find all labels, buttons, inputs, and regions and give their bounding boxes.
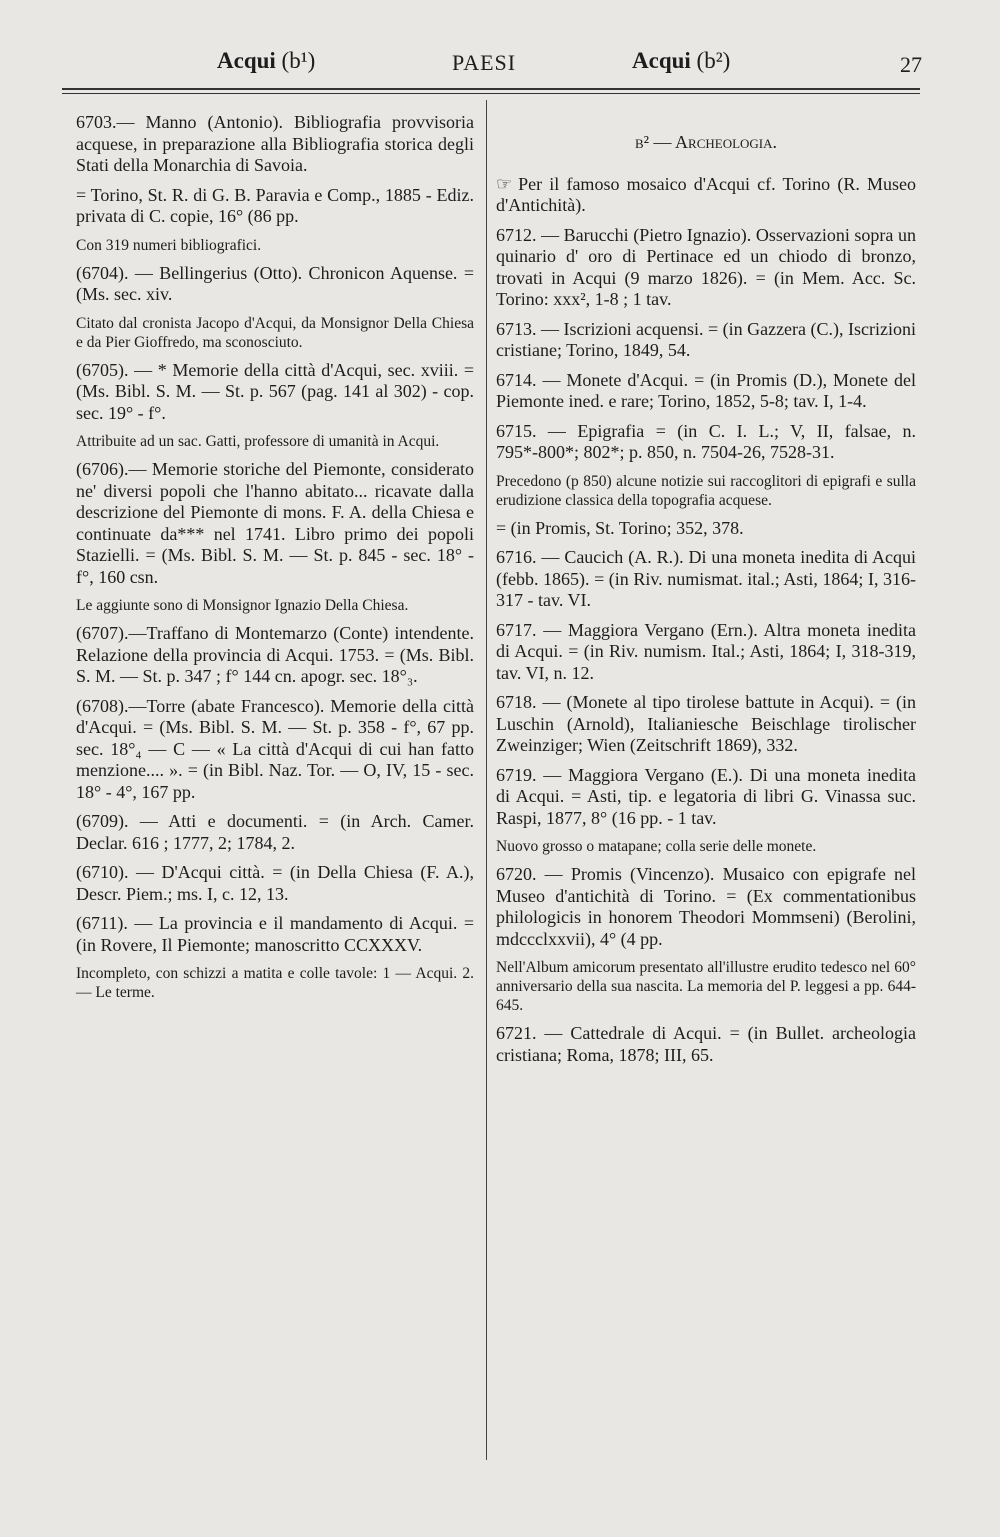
header-right — [632, 48, 730, 74]
right-entries — [496, 225, 916, 1067]
bibliography-entry: (6704). — Bellingerius (Otto). Chronicon Aquense. = (Ms. sec. xiv. — [76, 262, 474, 304]
entry-note: Attribuite ad un sac. Gatti, professore di umanità in Acqui. — [76, 433, 440, 450]
entry-note: Citato dal cronista Jacopo d'Acqui, da Monsignor Della Chiesa e da Pier Gioffredo, ma sconosciuto. — [76, 314, 474, 351]
bibliography-entry: 6717. — Maggiora Vergano (Ern.). Altra moneta inedita di Acqui. = (in Riv. numism. Ital.; Asti, 1864; I, 318-319, tav. VI, n. 12. — [496, 619, 916, 683]
bibliography-entry: 6719. — Maggiora Vergano (E.). Di una moneta inedita di Acqui. = Asti, tip. e legatoria di libri G. Vinassa suc. Raspi, 1877, 8° (16 pp. - 1 tav. — [496, 764, 916, 828]
bibliography-entry: 6716. — Caucich (A. R.). Di una moneta inedita di Acqui (febb. 1865). = (in Riv. numismat. ital.; Asti, 1864; I, 316-317 - tav. VI. — [496, 547, 916, 610]
column-divider — [486, 100, 487, 1460]
entry-note: Le aggiunte sono di Monsignor Ignazio Della Chiesa. — [76, 597, 409, 614]
header-left-title: Acqui — [217, 48, 276, 73]
bibliography-entry: (6708).—Torre (abate Francesco). Memorie della città d'Acqui. = (Ms. Bibl. S. M. — St. p. 358 - f°, 67 pp. sec. 18°₄ — C — « La città d'Acqui di cui han fatto menzione.... ». = (in Bibl. Naz. Tor. — O, IV, 15 - sec. 18° - 4°, 167 pp. — [76, 695, 474, 802]
bibliography-entry: (6711). — La provincia e il mandamento di Acqui. = (in Rovere, Il Piemonte; manoscritto CCXXXV. — [76, 913, 474, 955]
page-number: 27 — [900, 52, 922, 77]
header-right-title: Acqui — [632, 48, 691, 73]
header-rule-thin — [62, 93, 920, 94]
pointing-hand-icon: ☞ — [496, 173, 513, 194]
bibliography-entry: 6714. — Monete d'Acqui. = (in Promis (D.), Monete del Piemonte ined. e rare; Torino, 1852, 5-8; tav. I, 1-4. — [496, 369, 916, 411]
bibliography-entry: 6720. — Promis (Vincenzo). Musaico con epigrafe nel Museo d'antichità di Torino. = (Ex commentationibus philologicis in honorem Theodori Mommseni) (Berolini, mdccclxxvii), 4° (4 pp. — [496, 864, 916, 949]
bibliography-entry: 6712. — Barucchi (Pietro Ignazio). Osservazioni sopra un quinario d' oro di Pertinace ed un chiodo di bronzo, trovati in Acqui (9 marzo 1826). = (in Mem. Acc. Sc. Torino: xxx², 1-8 ; 1 tav. — [496, 224, 916, 309]
header-left — [217, 48, 315, 74]
section-title: b² — Archeologia. — [634, 132, 778, 152]
bibliography-entry: 6721. — Cattedrale di Acqui. = (in Bullet. archeologia cristiana; Roma, 1878; III, 65. — [496, 1023, 916, 1065]
entry-note: Nell'Album amicorum presentato all'illustre erudito tedesco nel 60° anniversario della sua nascita. La memoria del P. leggesi a pp. 644-645. — [496, 959, 916, 1014]
bibliography-entry: (6706).— Memorie storiche del Piemonte, considerato ne' diversi popoli che l'hanno abitato... ricavate dalla descrizione del Piemonte di mons. F. A. della Chiesa e continuate da*** nel 1741. Libro primo dei popoli Stazielli. = (Ms. Bibl. S. M. — St. p. 845 - sec. 18° - f°, 160 csn. — [76, 459, 474, 587]
note-text: Per il famoso mosaico d'Acqui cf. Torino (R. Museo d'Antichità). — [496, 173, 916, 215]
right-column — [496, 112, 916, 1074]
bibliography-entry: 6703.— Manno (Antonio). Bibliografia provvisoria acquese, in preparazione alla Bibliografia storica degli Stati della Monarchia di Savoia. — [76, 112, 474, 175]
cross-reference-note — [496, 174, 916, 217]
entry-note: Precedono (p 850) alcune notizie sui raccoglitori di epigrafi e sulla erudizione classica della topografia acquese. — [496, 472, 916, 509]
bibliography-entry: = (in Promis, St. Torino; 352, 378. — [496, 517, 744, 538]
header-rule — [62, 88, 920, 90]
bibliography-entry: (6710). — D'Acqui città. = (in Della Chiesa (F. A.), Descr. Piem.; ms. I, c. 12, 13. — [76, 862, 474, 904]
bibliography-entry: = Torino, St. R. di G. B. Paravia e Comp., 1885 - Ediz. privata di C. copie, 16° (86 pp. — [76, 184, 474, 226]
bibliography-entry: (6707).—Traffano di Montemarzo (Conte) intendente. Relazione della provincia di Acqui. 1753. = (Ms. Bibl. S. M. — St. p. 347 ; f° 144 cn. apogr. sec. 18°₃. — [76, 623, 474, 686]
bibliography-entry: (6705). — * Memorie della città d'Acqui, sec. xviii. = (Ms. Bibl. S. M. — St. p. 567 (pag. 141 al 302) - cop. sec. 19° - f°. — [76, 359, 474, 423]
bibliography-entry: (6709). — Atti e documenti. = (in Arch. Camer. Declar. 616 ; 1777, 2; 1784, 2. — [76, 811, 474, 853]
bibliography-entry: 6718. — (Monete al tipo tirolese battute in Acqui). = (in Luschin (Arnold), Italianiesche Beischlage tirolischer Zweinziger; Wien (Zeitschrift 1869), 332. — [496, 692, 916, 755]
header-left-sub: (b¹) — [281, 48, 316, 73]
header-center: PAESI — [452, 50, 517, 75]
running-header — [62, 44, 922, 84]
bibliography-entry: 6713. — Iscrizioni acquensi. = (in Gazzera (C.), Iscrizioni cristiane; Torino, 1849, 54. — [496, 318, 917, 360]
left-column — [76, 112, 474, 1010]
header-right-sub: (b²) — [696, 48, 731, 73]
entry-note: Incompleto, con schizzi a matita e colle tavole: 1 — Acqui. 2. — Le terme. — [76, 965, 474, 1001]
entry-note: Nuovo grosso o matapane; colla serie delle monete. — [496, 838, 817, 855]
bibliography-entry: 6715. — Epigrafia = (in C. I. L.; V, II, falsae, n. 795*-800*; 802*; p. 850, n. 7504-26, 7528-31. — [496, 420, 916, 462]
entry-note: Con 319 numeri bibliografici. — [76, 236, 262, 254]
